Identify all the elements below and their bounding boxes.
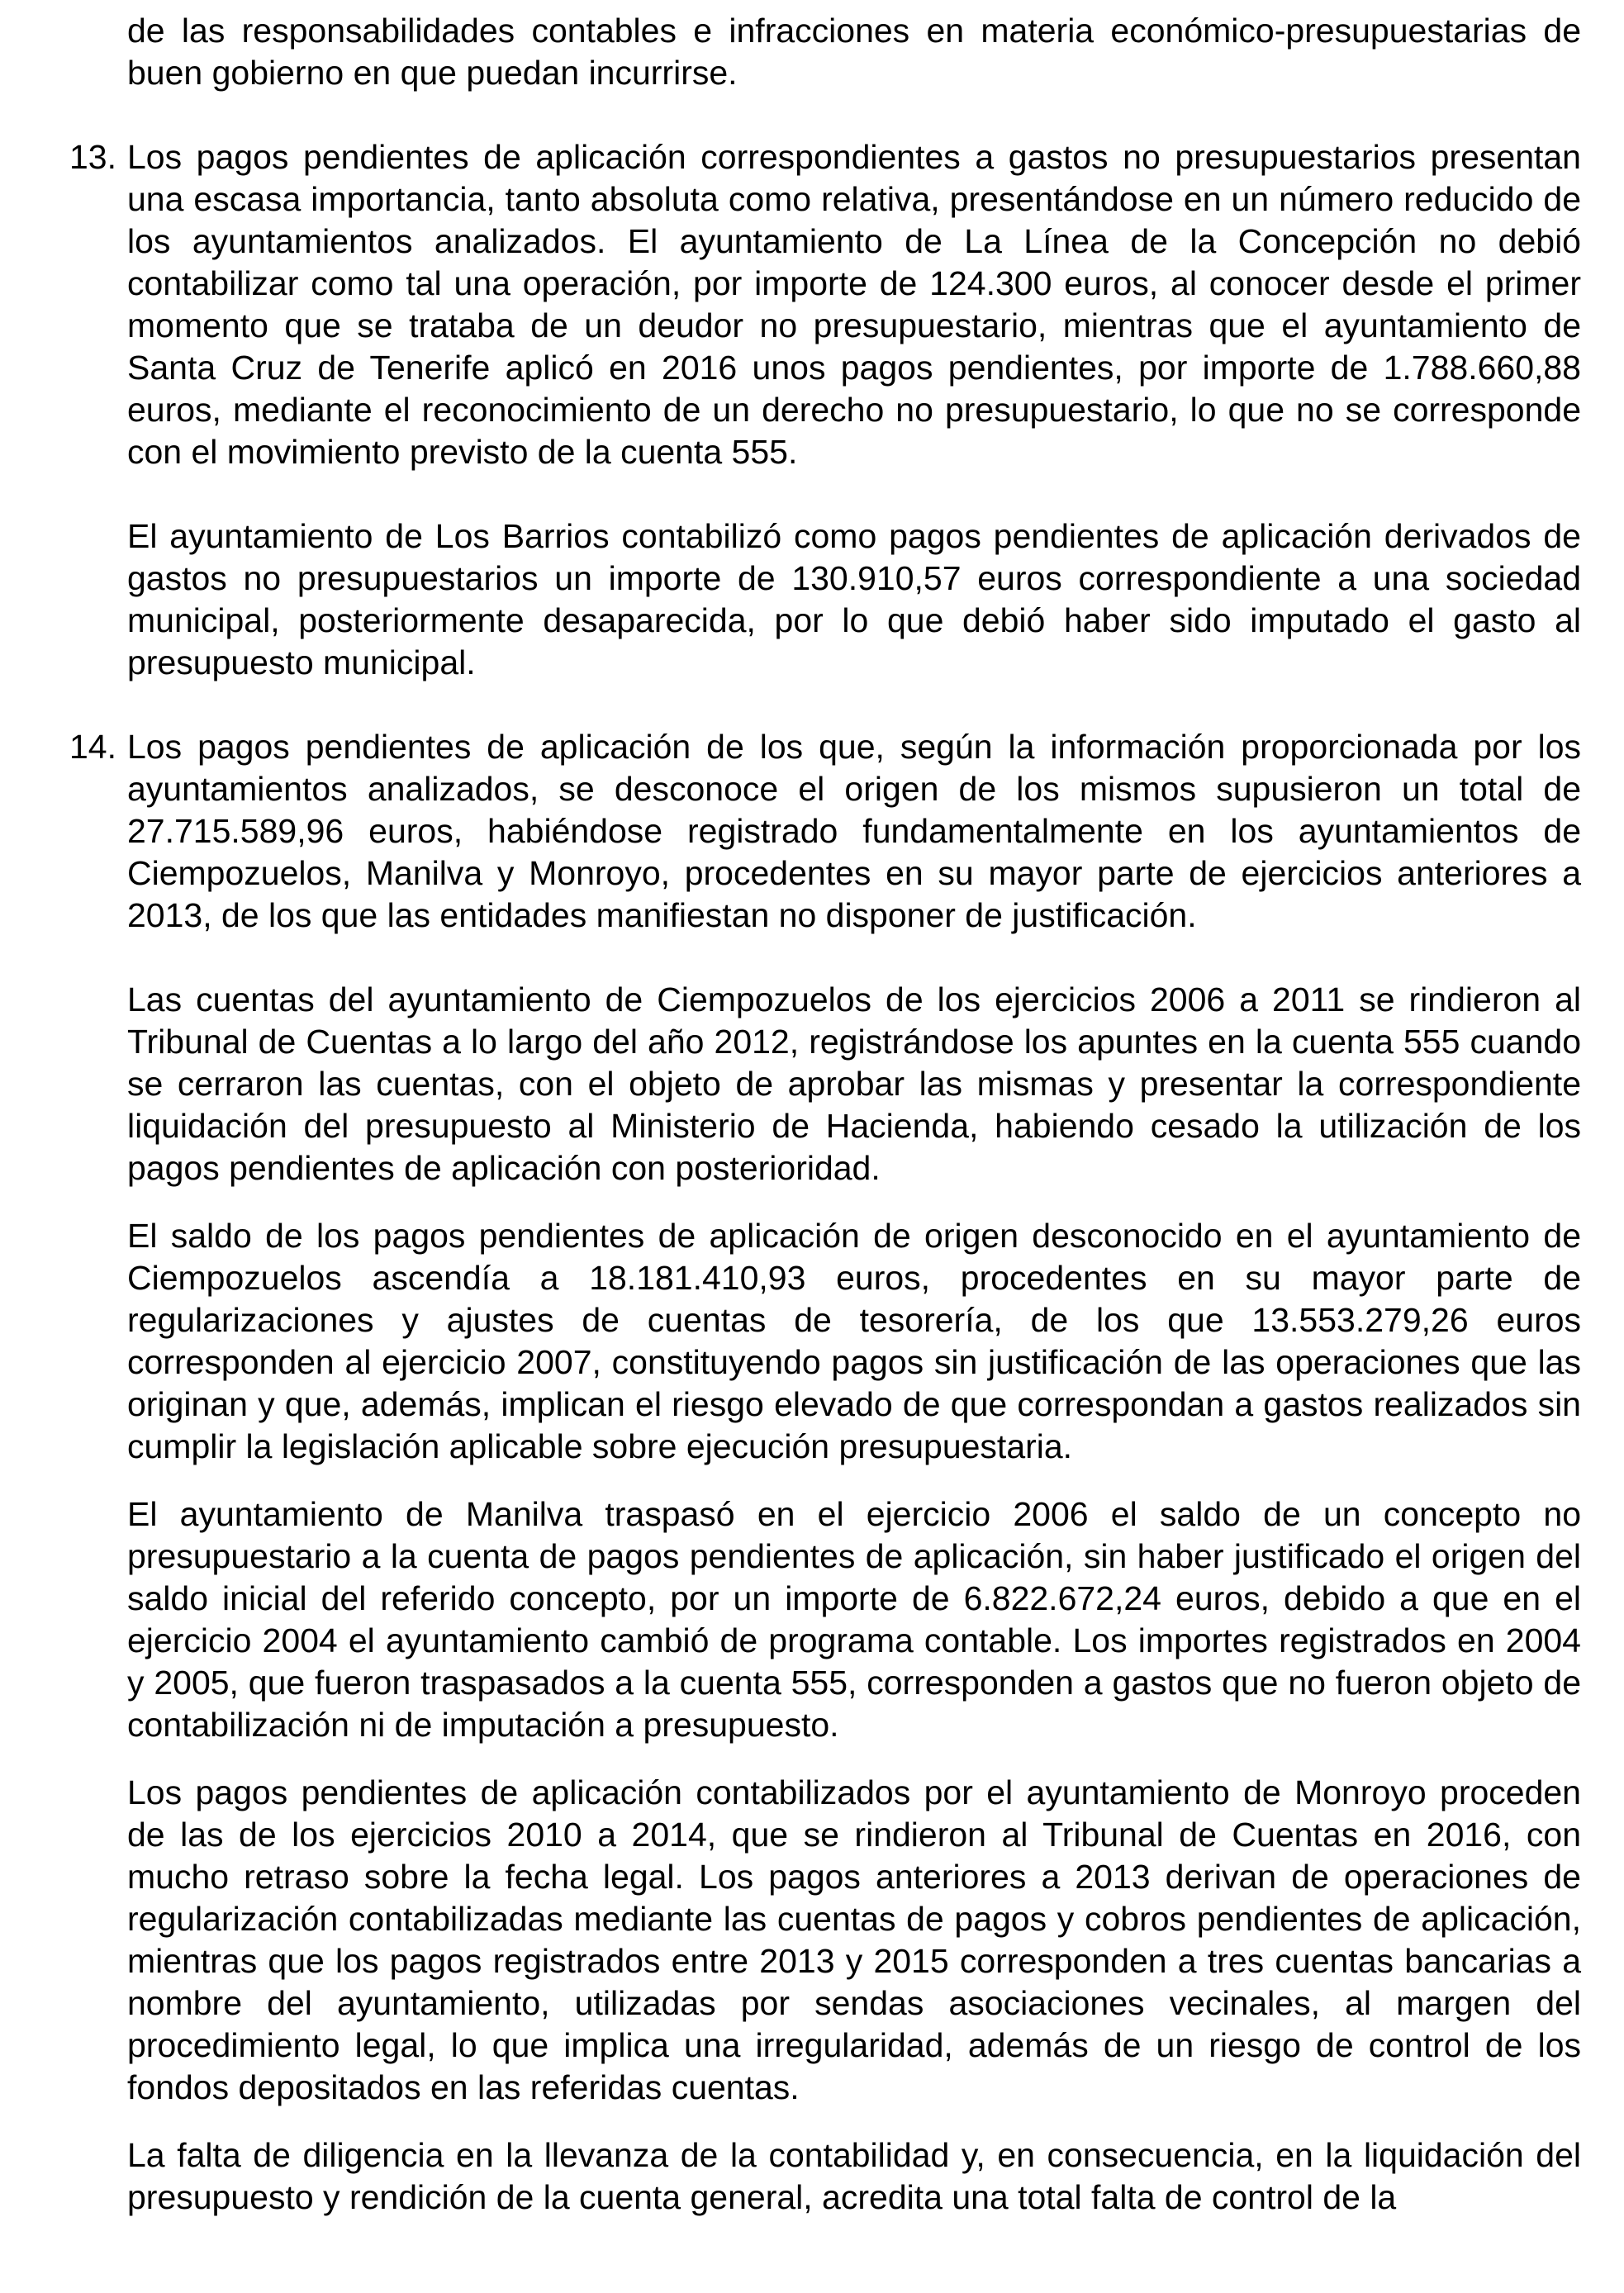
- numbered-paragraph-13: [69, 136, 1581, 473]
- paragraph-continuation: [127, 10, 1581, 94]
- paragraph-text: El ayuntamiento de Manilva traspasó en el ejercicio 2006 el saldo de un concepto no presupuestario a la cuenta de pagos pendientes de aplicación, sin haber justificado el origen del saldo inicial del referido concepto, por un importe de 6.822.672,24 euros, debido a que en el ejercicio 2004 el ayuntamiento cambió de programa contable. Los importes registrados en 2004 y 2005, que fueron traspasados a la cuenta 555, corresponden a gastos que no fueron objeto de contabilización ni de imputación a presupuesto.: [127, 1495, 1581, 1744]
- paragraph-text: Los pagos pendientes de aplicación de los que, según la información proporcionada por los ayuntamientos analizados, se desconoce el origen de los mismos supusieron un total de 27.715.589,96 euros, habiéndose registrado fundamentalmente en los ayuntamientos de Ciempozuelos, Manilva y Monroyo, procedentes en su mayor parte de ejercicios anteriores a 2013, de los que las entidades manifiestan no disponer de justificación.: [127, 728, 1581, 934]
- paragraph-text: El ayuntamiento de Los Barrios contabilizó como pagos pendientes de aplicación derivados de gastos no presupuestarios un importe de 130.910,57 euros correspondiente a una sociedad municipal, posteriormente desaparecida, por lo que debió haber sido imputado el gasto al presupuesto municipal.: [127, 517, 1581, 681]
- paragraph-text: La falta de diligencia en la llevanza de la contabilidad y, en consecuencia, en la liquidación del presupuesto y rendición de la cuenta general, acredita una total falta de control de la: [127, 2136, 1581, 2216]
- paragraph-number: 13.: [69, 138, 116, 176]
- paragraph-text: Los pagos pendientes de aplicación contabilizados por el ayuntamiento de Monroyo proceden de las de los ejercicios 2010 a 2014, que se rindieron al Tribunal de Cuentas en 2016, con mucho retraso sobre la fecha legal. Los pagos anteriores a 2013 derivan de operaciones de regularización contabilizadas mediante las cuentas de pagos y cobros pendientes de aplicación, mientras que los pagos registrados entre 2013 y 2015 corresponden a tres cuentas bancarias a nombre del ayuntamiento, utilizadas por sendas asociaciones vecinales, al margen del procedimiento legal, lo que implica una irregularidad, además de un riesgo de control de los fondos depositados en las referidas cuentas.: [127, 1773, 1581, 2106]
- paragraph-14-ciempozuelos-saldo: [127, 1215, 1581, 1468]
- paragraph-text: El saldo de los pagos pendientes de aplicación de origen desconocido en el ayuntamiento de Ciempozuelos ascendía a 18.181.410,93 euros, procedentes en su mayor parte de regularizaciones y ajustes de cuentas de tesorería, de los que 13.553.279,26 euros corresponden al ejercicio 2007, constituyendo pagos sin justificación de las operaciones que las originan y que, además, implican el riesgo elevado de que correspondan a gastos realizados sin cumplir la legislación aplicable sobre ejecución presupuestaria.: [127, 1217, 1581, 1465]
- paragraph-14-falta-diligencia: [127, 2134, 1581, 2219]
- paragraph-13-los-barrios: [127, 515, 1581, 684]
- paragraph-14-monroyo: [127, 1772, 1581, 2109]
- paragraph-number: 14.: [69, 728, 116, 766]
- paragraph-14-manilva: [127, 1493, 1581, 1746]
- paragraph-14-ciempozuelos-cuentas: [127, 979, 1581, 1189]
- document-page: [69, 10, 1581, 2219]
- numbered-paragraph-14: [69, 726, 1581, 937]
- paragraph-text: de las responsabilidades contables e infracciones en materia económico-presupuestarias de buen gobierno en que puedan incurrirse.: [127, 12, 1581, 92]
- paragraph-text: Los pagos pendientes de aplicación correspondientes a gastos no presupuestarios presentan una escasa importancia, tanto absoluta como relativa, presentándose en un número reducido de los ayuntamientos analizados. El ayuntamiento de La Línea de la Concepción no debió contabilizar como tal una operación, por importe de 124.300 euros, al conocer desde el primer momento que se trataba de un deudor no presupuestario, mientras que el ayuntamiento de Santa Cruz de Tenerife aplicó en 2016 unos pagos pendientes, por importe de 1.788.660,88 euros, mediante el reconocimiento de un derecho no presupuestario, lo que no se corresponde con el movimiento previsto de la cuenta 555.: [127, 138, 1581, 471]
- paragraph-text: Las cuentas del ayuntamiento de Ciempozuelos de los ejercicios 2006 a 2011 se rindieron al Tribunal de Cuentas a lo largo del año 2012, registrándose los apuntes en la cuenta 555 cuando se cerraron las cuentas, con el objeto de aprobar las mismas y presentar la correspondiente liquidación del presupuesto al Ministerio de Hacienda, habiendo cesado la utilización de los pagos pendientes de aplicación con posterioridad.: [127, 980, 1581, 1187]
